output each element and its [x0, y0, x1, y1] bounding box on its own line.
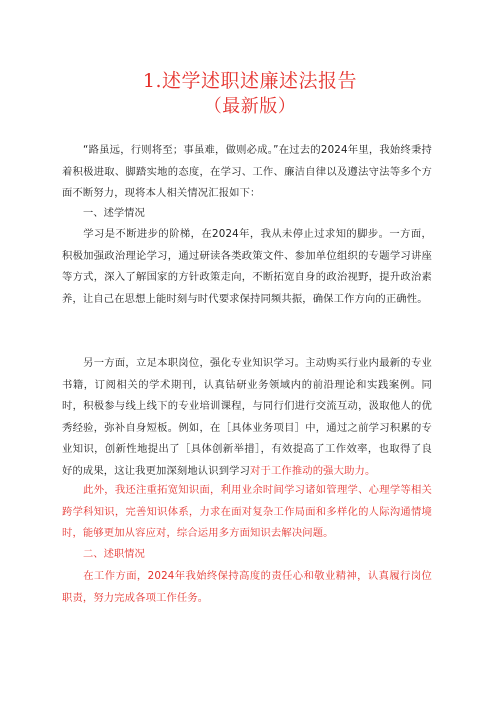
duty-paragraph-1-text: 在工作方面，2024年我始终保持高度的责任心和敬业精神，认真履行岗位职责，努力完成各项工作任务。: [62, 570, 432, 604]
study-paragraph-1: [62, 224, 432, 310]
duty-paragraph-1: [62, 566, 432, 609]
study-paragraph-2-highlight: 对于工作推动的强大助力。: [250, 464, 376, 477]
study-paragraph-2-text: 另一方面，立足本职岗位，强化专业知识学习。主动购买行业内最新的专业书籍，订阅相关的学术期刊，认真钻研业务领域内的前沿理论和实践案例。同时，积极参与线上线下的专业培训课程，与同行们进行交流互动，汲取他人的优秀经验，弥补自身短板。例如，在［具体业务项目］中，通过之前学习积累的专业知识，创新性地提出了［具体创新举措］，有效提高了工作效率，也取得了良好的成果，这让我更加深刻地认识到学习: [62, 357, 432, 477]
section-heading-study: 一、述学情况: [83, 207, 145, 219]
study-paragraph-3-text: 此外，我还注重拓宽知识面，利用业余时间学习诸如管理学、心理学等相关跨学科知识，完善知识体系，力求在面对复杂工作局面和多样化的人际沟通情境时，能够更加从容应对，综合运用多方面知识去解决问题。: [62, 484, 432, 539]
intro-paragraph-text: “路虽远，行则将至；事虽难，做则必成。”在过去的2024年里，我始终秉持着积极进取、脚踏实地的态度，在学习、工作、廉洁自律以及遵法守法等多个方面不断努力，现将本人相关情况汇报如下：: [62, 144, 432, 199]
study-paragraph-2: [62, 353, 432, 482]
study-paragraph-3: [62, 480, 432, 545]
document-subtitle: （最新版）: [203, 96, 297, 117]
document-title: 1.述学述职述廉述法报告: [142, 70, 358, 92]
study-paragraph-1-text: 学习是不断进步的阶梯，在2024年，我从未停止过求知的脚步。一方面，积极加强政治理论学习，通过研读各类政策文件、参加单位组织的专题学习讲座等方式，深入了解国家的方针政策走向，不断拓宽自身的政治视野，提升政治素养，让自己在思想上能时刻与时代要求保持同频共振，确保工作方向的正确性。: [62, 228, 432, 305]
section-heading-duty: 二、述职情况: [83, 548, 145, 560]
intro-paragraph: [62, 140, 432, 205]
